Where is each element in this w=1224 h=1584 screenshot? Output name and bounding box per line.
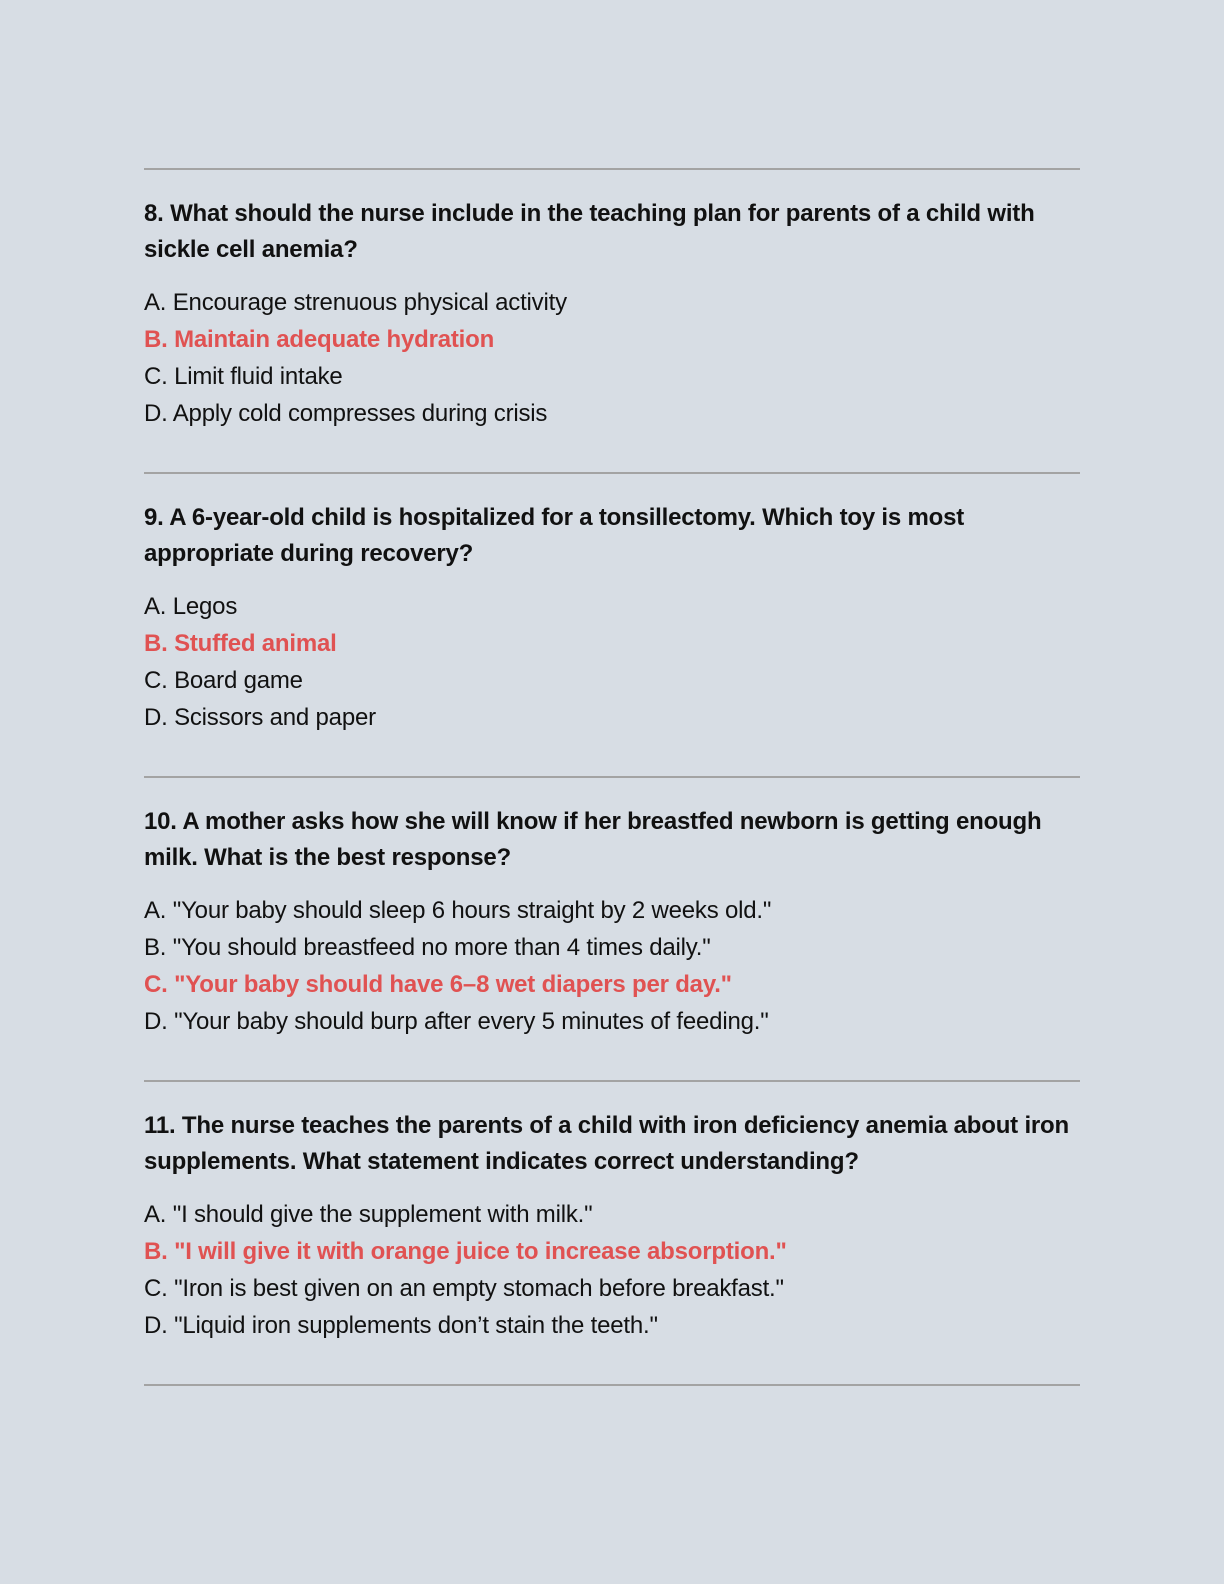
option-b-correct: B. Stuffed animal: [144, 630, 337, 657]
option-c: C. Board game: [144, 667, 303, 694]
option-list: [144, 1196, 1080, 1344]
option-c: C. "Iron is best given on an empty stomach before breakfast.": [144, 1275, 784, 1302]
document-page: [144, 168, 1080, 1386]
option-b-correct: B. "I will give it with orange juice to increase absorption.": [144, 1238, 787, 1265]
question-9: [144, 474, 1080, 776]
option-a: A. "I should give the supplement with milk.": [144, 1201, 593, 1228]
option-d: D. Scissors and paper: [144, 704, 376, 731]
option-a: A. Encourage strenuous physical activity: [144, 289, 567, 316]
question-text: 11. The nurse teaches the parents of a child with iron deficiency anemia about iron supplements. What statement indicates correct understanding?: [144, 1112, 1069, 1175]
question-11: [144, 1082, 1080, 1384]
option-d: D. Apply cold compresses during crisis: [144, 400, 548, 427]
question-10: [144, 778, 1080, 1080]
option-list: [144, 284, 1080, 432]
option-a: A. Legos: [144, 593, 238, 620]
option-b-correct: B. Maintain adequate hydration: [144, 326, 495, 353]
question-8: [144, 170, 1080, 472]
question-text: 10. A mother asks how she will know if her breastfed newborn is getting enough milk. What is the best response?: [144, 808, 1042, 871]
option-d: D. "Liquid iron supplements don’t stain the teeth.": [144, 1312, 658, 1339]
option-list: [144, 588, 1080, 736]
option-d: D. "Your baby should burp after every 5 minutes of feeding.": [144, 1008, 769, 1035]
question-text: 8. What should the nurse include in the teaching plan for parents of a child with sickle cell anemia?: [144, 200, 1035, 263]
option-c-correct: C. "Your baby should have 6–8 wet diapers per day.": [144, 971, 732, 998]
question-text: 9. A 6-year-old child is hospitalized for a tonsillectomy. Which toy is most appropriate during recovery?: [144, 504, 965, 567]
option-list: [144, 892, 1080, 1040]
option-b: B. "You should breastfeed no more than 4 times daily.": [144, 934, 711, 961]
divider: [144, 1384, 1080, 1386]
option-c: C. Limit fluid intake: [144, 363, 343, 390]
option-a: A. "Your baby should sleep 6 hours straight by 2 weeks old.": [144, 897, 772, 924]
